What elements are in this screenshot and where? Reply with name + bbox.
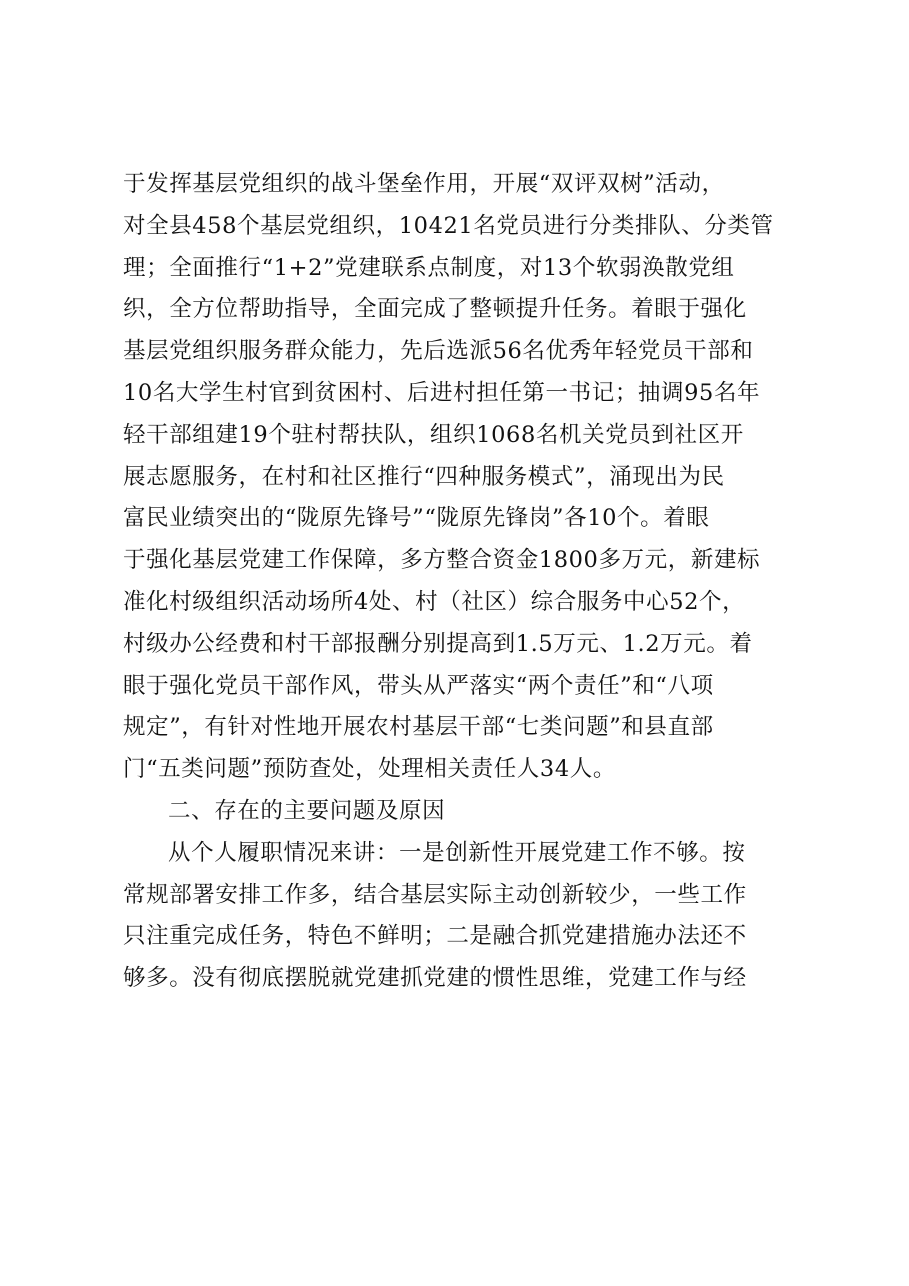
text-line: 村级办公经费和村干部报酬分别提高到1.5万元、1.2万元。着 — [123, 630, 753, 657]
text-line: 轻干部组建19个驻村帮扶队，组织1068名机关党员到社区开 — [123, 421, 744, 448]
text-line: 够多。没有彻底摆脱就党建抓党建的惯性思维，党建工作与经 — [123, 965, 747, 992]
text-line: 理；全面推行“1+2”党建联系点制度，对13个软弱涣散党组 — [123, 254, 735, 281]
text-line: 于强化基层党建工作保障，多方整合资金1800多万元，新建标 — [123, 547, 761, 574]
text-line: 从个人履职情况来讲：一是创新性开展党建工作不够。按 — [168, 839, 746, 866]
text-line: 富民业绩突出的“陇原先锋号”“陇原先锋岗”各10个。着眼 — [123, 505, 710, 532]
text-line: 织，全方位帮助指导，全面完成了整顿提升任务。着眼于强化 — [123, 296, 747, 323]
section-heading: 二、存在的主要问题及原因 — [168, 797, 446, 824]
text-line: 对全县458个基层党组织，10421名党员进行分类排队、分类管 — [123, 212, 774, 239]
text-line: 展志愿服务，在村和社区推行“四种服务模式”，涌现出为民 — [123, 463, 725, 490]
text-line: 常规部署安排工作多，结合基层实际主动创新较少，一些工作 — [123, 881, 747, 908]
text-line: 眼于强化党员干部作风，带头从严落实“两个责任”和“八项 — [123, 672, 714, 699]
text-line: 基层党组织服务群众能力，先后选派56名优秀年轻党员干部和 — [123, 338, 754, 365]
text-line: 准化村级组织活动场所4处、村（社区）综合服务中心52个， — [123, 588, 746, 615]
text-line: 于发挥基层党组织的战斗堡垒作用，开展“双评双树”活动， — [123, 171, 725, 197]
text-line: 门“五类问题”预防查处，处理相关责任人34人。 — [123, 756, 616, 783]
text-line: 只注重完成任务，特色不鲜明；二是融合抓党建措施办法还不 — [123, 923, 747, 950]
text-line: 10名大学生村官到贫困村、后进村担任第一书记；抽调95名年 — [123, 379, 761, 406]
text-line: 规定”，有针对性地开展农村基层干部“七类问题”和县直部 — [123, 714, 714, 741]
document-body — [123, 164, 803, 1000]
